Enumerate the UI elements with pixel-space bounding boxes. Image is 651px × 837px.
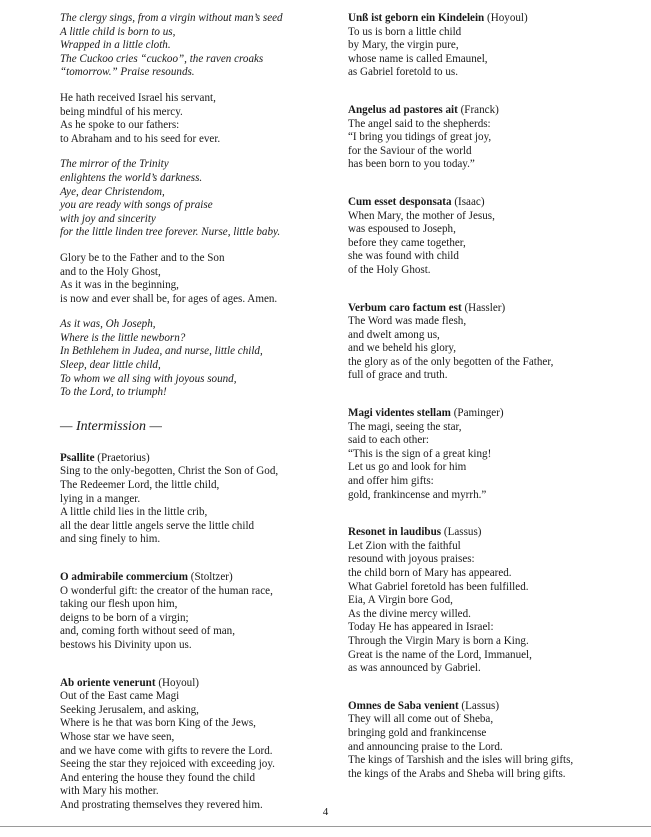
right-column xyxy=(348,12,638,805)
piece-composer: (Lassus) xyxy=(443,526,482,539)
verse-line: Today He has appeared in Israel: xyxy=(348,621,494,634)
verse-line: by Mary, the virgin pure, xyxy=(348,39,459,52)
verse-line: As it was in the beginning, xyxy=(60,279,179,292)
left-stanzas xyxy=(60,12,320,400)
verse-line: Seeking Jerusalem, and asking, xyxy=(60,703,199,716)
verse-line: the kings of the Arabs and Sheba will bring gifts. xyxy=(348,767,566,780)
verse-line: Sleep, dear little child, xyxy=(60,359,161,372)
verse-line: and offer him gifts: xyxy=(348,475,434,488)
piece-title-text: Verbum caro factum est xyxy=(348,301,462,314)
piece-title-text: Resonet in laudibus xyxy=(348,526,442,539)
right-pieces xyxy=(348,12,638,781)
piece-composer: (Praetorius) xyxy=(97,451,150,464)
verse-line: In Bethlehem in Judea, and nurse, little child, xyxy=(60,345,263,358)
verse-line: the glory as of the only begotten of the Father, xyxy=(348,355,554,368)
verse-line: as Gabriel foretold to us. xyxy=(348,66,458,79)
verse-line: with Mary his mother. xyxy=(60,785,159,798)
verse-line: Through the Virgin Mary is born a King. xyxy=(348,634,529,647)
verse-line: The Word was made flesh, xyxy=(348,315,467,328)
verse-line: lying in a manger. xyxy=(60,492,141,505)
piece-title xyxy=(348,196,638,210)
stanza xyxy=(60,92,320,146)
piece-title-text: Angelus ad pastores ait xyxy=(348,103,458,116)
verse-line: for the Saviour of the world xyxy=(348,144,472,157)
piece xyxy=(60,571,320,653)
piece-title-text: O admirabile commercium xyxy=(60,571,188,583)
stanza xyxy=(60,252,320,306)
piece-title xyxy=(60,452,320,466)
verse-line: and announcing praise to the Lord. xyxy=(348,740,503,753)
verse-line: and to the Holy Ghost, xyxy=(60,265,161,278)
verse-line: Glory be to the Father and to the Son xyxy=(60,251,225,264)
verse-line: the child born of Mary has appeared. xyxy=(348,567,512,579)
piece-title xyxy=(348,104,638,118)
verse-line: and dwelt among us, xyxy=(348,328,440,341)
verse-line: Whose star we have seen, xyxy=(60,730,175,743)
verse-line: bringing gold and frankincense xyxy=(348,726,487,739)
piece-composer: (Isaac) xyxy=(454,195,485,208)
piece xyxy=(348,196,638,278)
verse-line: A little child is born to us, xyxy=(60,25,176,38)
stanza xyxy=(60,158,320,240)
verse-line: resound with joyous praises: xyxy=(348,553,475,566)
verse-line: before they came together, xyxy=(348,236,466,249)
verse-line: They will all come out of Sheba, xyxy=(348,713,494,726)
verse-line: gold, frankincense and myrrh.” xyxy=(348,488,487,501)
verse-line: A little child lies in the little crib, xyxy=(60,506,208,519)
verse-line: is now and ever shall be, for ages of ages. Amen. xyxy=(60,292,278,305)
piece-title xyxy=(348,526,638,540)
verse-line: Out of the East came Magi xyxy=(60,690,180,703)
verse-line: The Redeemer Lord, the little child, xyxy=(60,479,220,492)
verse-line: The magi, seeing the star, xyxy=(348,420,462,433)
verse-line: O wonderful gift: the creator of the human race, xyxy=(60,584,273,597)
verse-line: “tomorrow.” Praise resounds. xyxy=(60,66,195,79)
piece-title xyxy=(348,12,638,26)
verse-line: with joy and sincerity xyxy=(60,212,156,225)
piece-title-text: Unß ist geborn ein Kindelein xyxy=(348,12,485,24)
verse-line: deigns to be born of a virgin; xyxy=(60,611,189,624)
verse-line: The kings of Tarshish and the isles will bring gifts, xyxy=(348,754,574,767)
verse-line: What Gabriel foretold has been fulfilled. xyxy=(348,580,529,593)
piece-title-text: Cum esset desponsata xyxy=(348,195,452,208)
verse-line: And entering the house they found the child xyxy=(60,771,256,784)
verse-line: Where is the little newborn? xyxy=(60,331,186,344)
verse-line: As it was, Oh Joseph, xyxy=(60,318,156,331)
piece xyxy=(348,302,638,384)
verse-line: Let us go and look for him xyxy=(348,461,467,474)
piece-title-text: Psallite xyxy=(60,451,95,464)
piece-title xyxy=(348,700,638,714)
verse-line: Aye, dear Christendom, xyxy=(60,185,165,198)
piece-title xyxy=(348,302,638,316)
verse-line: has been born to you today.” xyxy=(348,158,475,171)
verse-line: and sing finely to him. xyxy=(60,533,161,546)
verse-line: Great is the name of the Lord, Immanuel, xyxy=(348,648,532,661)
piece-title xyxy=(60,677,320,691)
verse-line: she was found with child xyxy=(348,250,459,263)
verse-line: for the little linden tree forever. Nurse, little baby. xyxy=(60,226,281,239)
verse-line: He hath received Israel his servant, xyxy=(60,91,216,104)
piece-title-text: Omnes de Saba venient xyxy=(348,699,459,712)
verse-line: as was announced by Gabriel. xyxy=(348,662,481,675)
verse-line: taking our flesh upon him, xyxy=(60,598,178,611)
verse-line: bestows his Divinity upon us. xyxy=(60,638,192,651)
verse-line: To us is born a little child xyxy=(348,25,462,38)
stanza xyxy=(60,12,320,80)
piece-title-text: Magi videntes stellam xyxy=(348,407,451,420)
piece-composer: (Stoltzer) xyxy=(190,571,233,583)
verse-line: Eia, A Virgin bore God, xyxy=(348,594,453,607)
stanza xyxy=(60,318,320,400)
verse-line: The clergy sings, from a virgin without man’s seed xyxy=(60,12,283,24)
verse-line: When Mary, the mother of Jesus, xyxy=(348,209,495,222)
piece xyxy=(60,677,320,813)
left-column xyxy=(60,12,320,837)
verse-line: To the Lord, to triumph! xyxy=(60,386,167,399)
piece-composer: (Hassler) xyxy=(464,301,506,314)
piece-title-text: Ab oriente venerunt xyxy=(60,676,156,689)
piece-title xyxy=(60,571,320,585)
footer-rule xyxy=(0,826,651,827)
piece-title xyxy=(348,407,638,421)
verse-line: and, coming forth without seed of man, xyxy=(60,625,235,638)
piece xyxy=(60,452,320,547)
verse-line: As he spoke to our fathers: xyxy=(60,119,180,132)
page-number: 4 xyxy=(322,806,329,818)
verse-line: whose name is called Emaunel, xyxy=(348,52,488,65)
piece-composer: (Hoyoul) xyxy=(158,676,199,689)
piece-composer: (Hoyoul) xyxy=(487,12,528,24)
verse-line: Sing to the only-begotten, Christ the Son of God, xyxy=(60,465,279,478)
verse-line: being mindful of his mercy. xyxy=(60,105,183,118)
piece xyxy=(348,104,638,172)
verse-line: and we beheld his glory, xyxy=(348,342,457,355)
verse-line: Where is he that was born King of the Jews, xyxy=(60,717,256,730)
verse-line: said to each other: xyxy=(348,434,430,447)
piece xyxy=(348,526,638,676)
piece-composer: (Lassus) xyxy=(461,699,500,712)
verse-line: to Abraham and to his seed for ever. xyxy=(60,132,221,145)
verse-line: Let Zion with the faithful xyxy=(348,539,461,552)
verse-line: As the divine mercy willed. xyxy=(348,607,471,620)
verse-line: of the Holy Ghost. xyxy=(348,263,431,276)
piece xyxy=(348,700,638,782)
piece-composer: (Paminger) xyxy=(453,407,504,420)
verse-line: “I bring you tidings of great joy, xyxy=(348,131,492,144)
piece xyxy=(348,12,638,80)
verse-line: The mirror of the Trinity xyxy=(60,158,169,171)
verse-line: and we have come with gifts to revere the Lord. xyxy=(60,744,273,757)
verse-line: Wrapped in a little cloth. xyxy=(60,39,171,52)
verse-line: The Cuckoo cries “cuckoo”, the raven croaks xyxy=(60,52,264,65)
verse-line: enlightens the world’s darkness. xyxy=(60,171,203,184)
left-pieces xyxy=(60,452,320,813)
verse-line: To whom we all sing with joyous sound, xyxy=(60,372,237,385)
verse-line: all the dear little angels serve the little child xyxy=(60,519,255,532)
verse-line: was espoused to Joseph, xyxy=(348,223,456,236)
intermission-heading: — Intermission — xyxy=(60,418,162,434)
piece xyxy=(348,407,638,502)
verse-line: The angel said to the shepherds: xyxy=(348,117,491,130)
piece-composer: (Franck) xyxy=(460,103,499,116)
verse-line: full of grace and truth. xyxy=(348,369,448,382)
verse-line: you are ready with songs of praise xyxy=(60,199,213,212)
verse-line: “This is the sign of a great king! xyxy=(348,447,492,460)
verse-line: And prostrating themselves they revered him. xyxy=(60,798,263,811)
verse-line: Seeing the star they rejoiced with exceeding joy. xyxy=(60,758,275,771)
